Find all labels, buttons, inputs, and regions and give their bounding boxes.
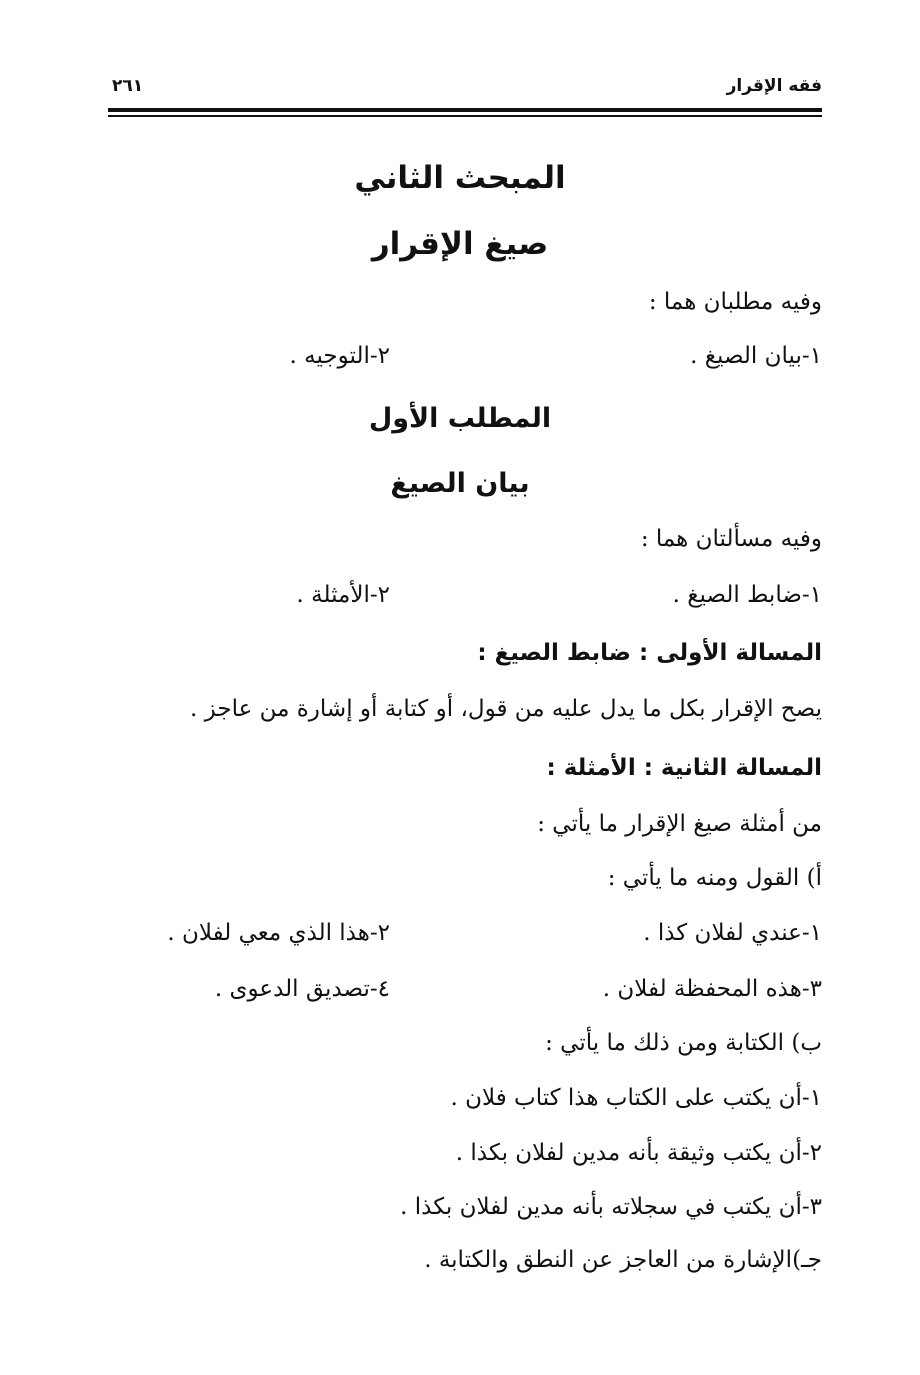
part-a-item-2: ٢-هذا الذي معي لفلان . (167, 920, 390, 946)
issue-2-intro: من أمثلة صيغ الإقرار ما يأتي : (537, 811, 822, 837)
section-title: صيغ الإقرار (371, 226, 549, 262)
header-rule-thin (108, 115, 822, 117)
part-c-label: جـ)الإشارة من العاجز عن النطق والكتابة . (424, 1247, 822, 1273)
part-a-item-3: ٣-هذه المحفظة لفلان . (602, 976, 822, 1002)
subsection-item-2: ٢-الأمثلة . (296, 582, 390, 608)
subsection-title: بيان الصيغ (390, 468, 530, 499)
subsection-intro: وفيه مسألتان هما : (640, 526, 822, 552)
page-number: ٢٦١ (112, 76, 144, 96)
part-b-item-2: ٢-أن يكتب وثيقة بأنه مدين لفلان بكذا . (455, 1140, 822, 1166)
section-intro: وفيه مطلبان هما : (648, 289, 822, 315)
part-a-label: أ) القول ومنه ما يأتي : (607, 865, 822, 891)
part-b-label: ب) الكتابة ومن ذلك ما يأتي : (545, 1030, 822, 1056)
running-header-title: فقه الإقرار (726, 76, 822, 96)
part-b-item-3: ٣-أن يكتب في سجلاته بأنه مدين لفلان بكذا . (400, 1194, 822, 1220)
section-item-2: ٢-التوجيه . (289, 343, 390, 369)
section-heading: المبحث الثاني (354, 160, 566, 196)
subsection-heading: المطلب الأول (368, 403, 552, 434)
issue-2-title: المسالة الثانية : الأمثلة : (546, 755, 822, 781)
header-rule-thick (108, 108, 822, 112)
part-a-item-4: ٤-تصديق الدعوى . (214, 976, 390, 1002)
subsection-item-1: ١-ضابط الصيغ . (672, 582, 822, 608)
part-b-item-1: ١-أن يكتب على الكتاب هذا كتاب فلان . (450, 1085, 822, 1111)
issue-1-title: المسالة الأولى : ضابط الصيغ : (477, 640, 822, 666)
section-item-1: ١-بيان الصيغ . (690, 343, 822, 369)
part-a-item-1: ١-عندي لفلان كذا . (643, 920, 822, 946)
issue-1-text: يصح الإقرار بكل ما يدل عليه من قول، أو كتابة أو إشارة من عاجز . (190, 696, 822, 722)
